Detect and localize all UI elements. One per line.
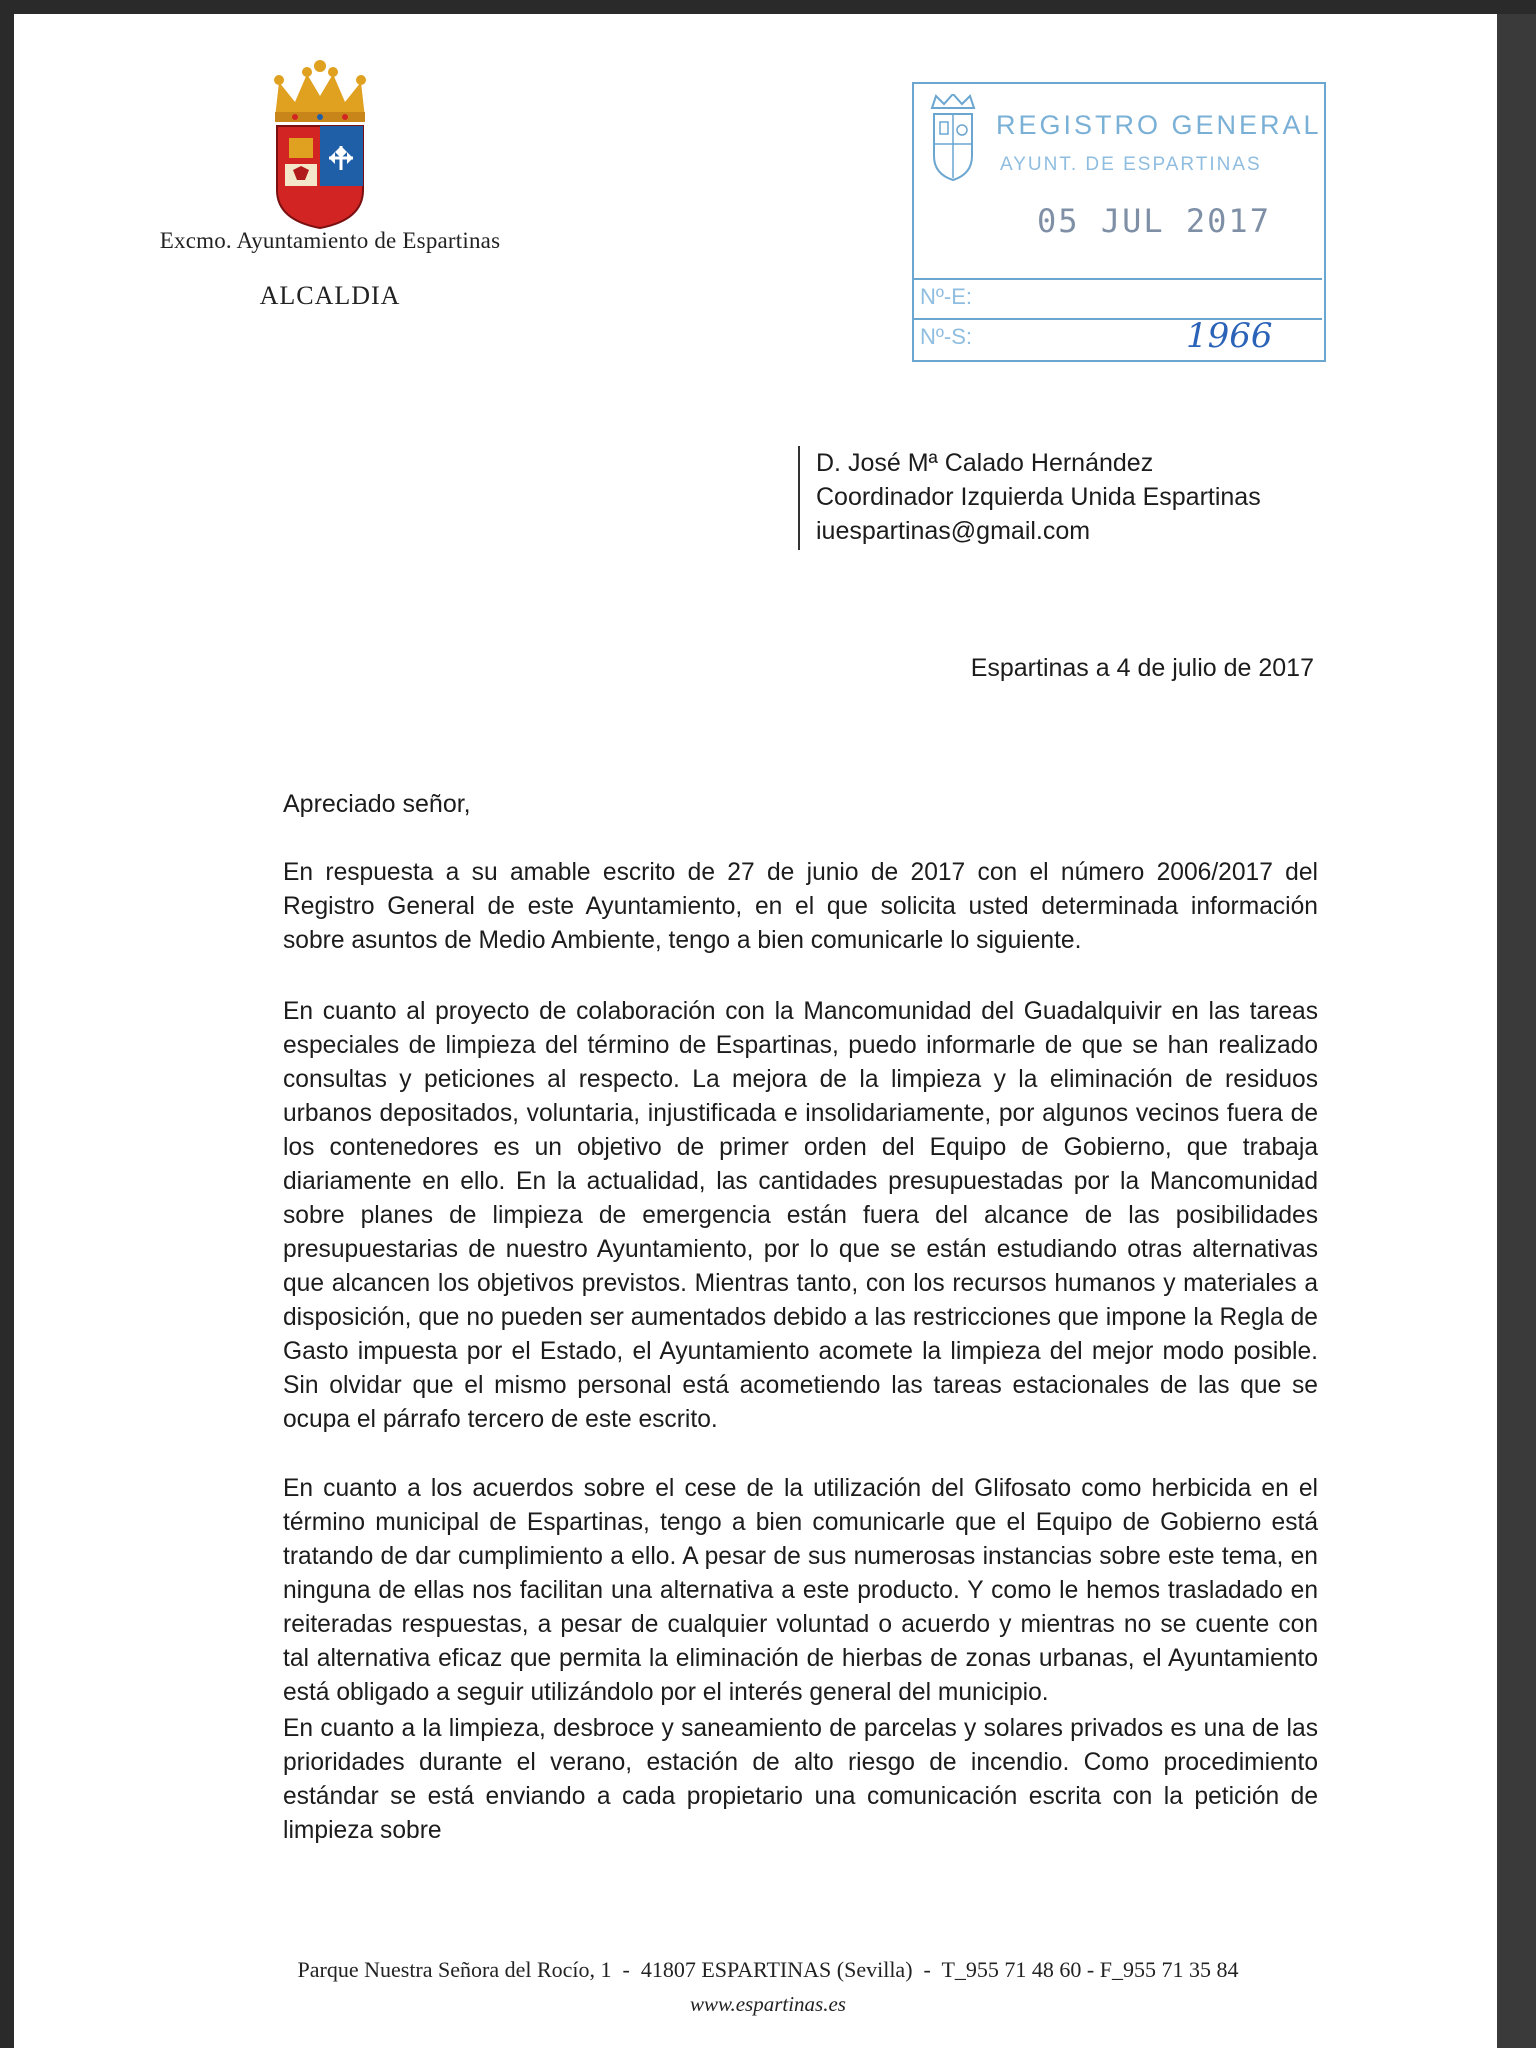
- paragraph-4: En cuanto a la limpieza, desbroce y saneamiento de parcelas y solares privados es una de las prioridades durante el verano, estación de alto riesgo de incendio. Como procedimiento estándar se está enviando a cada propietario una comunicación escrita con la petición de limpieza sobre: [283, 1715, 1318, 1844]
- letter-page: [14, 14, 1497, 2048]
- recipient-name: D. José Mª Calado Hernández: [816, 449, 1154, 477]
- footer-website: www.espartinas.es: [690, 1992, 846, 2016]
- footer-address: Parque Nuestra Señora del Rocío, 1 - 41807 ESPARTINAS (Sevilla) - T_955 71 48 60 - F_955 71 35 84: [297, 1957, 1239, 1982]
- recipient-email: iuespartinas@gmail.com: [816, 517, 1091, 545]
- page-edge-shadow: [1497, 14, 1536, 2048]
- coat-of-arms-icon: [265, 60, 375, 230]
- place-date: Espartinas a 4 de julio de 2017: [970, 654, 1314, 682]
- stamp-exit-row: [914, 318, 1322, 358]
- stamp-entry-row: [914, 278, 1322, 318]
- paragraph-3: En cuanto a los acuerdos sobre el cese de la utilización del Glifosato como herbicida en el término municipal de Espartinas, tengo a bien comunicarle que el Equipo de Gobierno está tratando de dar cumplimiento a ello. A pesar de sus numerosas instancias sobre este tema, en ninguna de ellas nos facilitan una alternativa a este producto. Y como le hemos trasladado en reiteradas respuestas, a pesar de cualquier voluntad o acuerdo y mientras no se cuente con tal alternativa eficaz que permita la eliminación de hierbas de zonas urbanas, el Ayuntamiento está obligado a seguir utilizándolo por el interés general del municipio.: [283, 1475, 1318, 1706]
- department-name: ALCALDIA: [259, 281, 401, 310]
- stamp-entry-label: Nº-E:: [920, 284, 973, 309]
- registry-stamp: [912, 82, 1326, 362]
- salutation: Apreciado señor,: [283, 790, 471, 818]
- stamp-exit-number: 1966: [1186, 316, 1273, 356]
- recipient-role: Coordinador Izquierda Unida Espartinas: [816, 483, 1261, 511]
- stamp-date: 05 JUL 2017: [1037, 202, 1271, 240]
- stamp-subtitle: AYUNT. DE ESPARTINAS: [1000, 154, 1262, 175]
- municipal-emblem-icon: [926, 94, 980, 204]
- organization-name: Excmo. Ayuntamiento de Espartinas: [159, 228, 501, 253]
- recipient-block: [798, 446, 1261, 550]
- stamp-title: REGISTRO GENERAL: [996, 110, 1322, 140]
- paragraph-2: En cuanto al proyecto de colaboración con la Mancomunidad del Guadalquivir en las tareas especiales de limpieza del término de Espartinas, puedo informarle de que se han realizado consultas y peticiones al respecto. La mejora de la limpieza y la eliminación de residuos urbanos depositados, voluntaria, injustificada e insolidariamente, por algunos vecinos fuera de los contenedores es un objetivo de primer orden del Equipo de Gobierno, que trabaja diariamente en ello. En la actualidad, las cantidades presupuestadas por la Mancomunidad sobre planes de limpieza de emergencia están fuera del alcance de las posibilidades presupuestarias de nuestro Ayuntamiento, por lo que se están estudiando otras alternativas que alcancen los objetivos previstos. Mientras tanto, con los recursos humanos y materiales a disposición, que no pueden ser aumentados debido a las restricciones que impone la Regla de Gasto impuesta por el Estado, el Ayuntamiento acomete la limpieza del mejor modo posible. Sin olvidar que el mismo personal está acometiendo las tareas estacionales de las que se ocupa el párrafo tercero de este escrito.: [283, 998, 1318, 1433]
- stamp-exit-label: Nº-S:: [920, 324, 973, 349]
- paragraph-1: En respuesta a su amable escrito de 27 de junio de 2017 con el número 2006/2017 del Registro General de este Ayuntamiento, en el que solicita usted determinada información sobre asuntos de Medio Ambiente, tengo a bien comunicarle lo siguiente.: [283, 859, 1318, 954]
